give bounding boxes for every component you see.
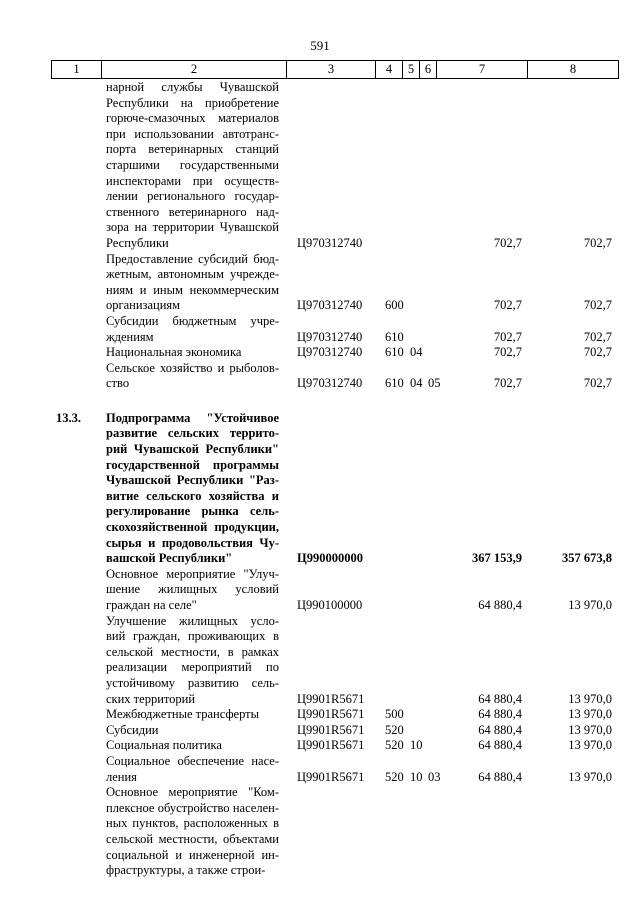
row-name [106, 723, 279, 739]
target-code: Ц9901R5671 [297, 691, 365, 706]
row-name [106, 80, 279, 252]
row-name-line: Предоставление субсидий бюд- [106, 251, 279, 266]
row-name [106, 754, 279, 785]
row-name-line: витие сельского хозяйства и [106, 488, 279, 503]
expense-type: 610 [385, 345, 404, 360]
column-header-3: 3 [287, 61, 376, 79]
row-name-line: ниям и иным некоммерческим [106, 282, 279, 297]
table-row [0, 411, 640, 567]
row-name [106, 567, 279, 614]
expense-type: 610 [385, 329, 404, 344]
row-name-line: граждан на селе" [106, 598, 197, 612]
row-name-line: Чувашской Республики "Раз- [106, 473, 279, 488]
amount-year-2: 13 970,0 [568, 691, 612, 706]
row-name-line: регулирование рынка сель- [106, 504, 279, 519]
amount-year-1: 64 880,4 [478, 707, 522, 722]
section-code: 04 [410, 376, 423, 391]
amount-year-2: 13 970,0 [568, 707, 612, 722]
amount-year-1: 64 880,4 [478, 598, 522, 612]
table-row [0, 614, 640, 708]
row-number: 13.3. [56, 410, 81, 425]
row-name-line: зора на территории Чувашской [106, 220, 279, 235]
row-name-line: вий граждан, проживающих в [106, 629, 279, 644]
column-header-5: 5 [403, 61, 420, 79]
column-header-2: 2 [102, 61, 287, 79]
section-code: 10 [410, 738, 423, 753]
row-name-line: лении регионального государ- [106, 189, 279, 204]
table-row [0, 738, 640, 754]
row-name-line: нарной службы Чувашской [106, 80, 279, 94]
amount-year-1: 64 880,4 [478, 769, 522, 784]
table-row [0, 785, 640, 879]
page-number: 591 [310, 38, 330, 53]
row-name-line: Подпрограмма "Устойчивое [106, 410, 279, 425]
table-row [0, 80, 640, 252]
amount-year-1: 702,7 [493, 376, 522, 391]
target-code: Ц9901R5671 [297, 769, 365, 784]
budget-table-body [0, 80, 640, 879]
table-row [0, 345, 640, 361]
expense-type: 520 [385, 722, 404, 737]
row-name-line: реализации мероприятий по [106, 660, 279, 675]
amount-year-2: 702,7 [583, 376, 612, 391]
row-name-line: сельской местности, объектами [106, 831, 279, 846]
table-row [0, 361, 640, 392]
row-name-line: ских территорий [106, 691, 196, 706]
column-header-8: 8 [528, 61, 619, 79]
row-name-line: жетным, автономным учрежде- [106, 267, 279, 282]
row-name-line: развитие сельских террито- [106, 426, 279, 441]
amount-year-2: 702,7 [583, 298, 612, 313]
target-code: Ц990000000 [297, 551, 363, 566]
row-name-line: социальной и инженерной ин- [106, 847, 279, 862]
target-code: Ц970312740 [297, 298, 363, 313]
amount-year-2: 13 970,0 [568, 722, 612, 737]
row-name-line: Социальная политика [106, 738, 222, 753]
row-name-line: Республики на приобретение [106, 95, 279, 110]
expense-type: 610 [385, 376, 404, 391]
row-name-line: ления [106, 769, 137, 784]
row-name-line: ственного ветеринарного над- [106, 204, 279, 219]
amount-year-1: 64 880,4 [478, 738, 522, 753]
section-code: 10 [410, 769, 423, 784]
column-header-4: 4 [376, 61, 403, 79]
row-name-line: старшими государственными [106, 157, 279, 172]
row-name-line: фраструктуры, а также строи- [106, 863, 266, 878]
row-name-line: Улучшение жилищных усло- [106, 613, 279, 628]
row-name-line: горюче-смазочных материалов [106, 111, 279, 126]
expense-type: 520 [385, 738, 404, 753]
row-name-line: устойчивому развитию сель- [106, 675, 279, 690]
section-code: 04 [410, 345, 423, 360]
table-row [0, 754, 640, 785]
table-row [0, 567, 640, 614]
row-name [106, 614, 279, 708]
row-name [106, 411, 279, 567]
amount-year-2: 702,7 [583, 329, 612, 344]
row-name [106, 707, 279, 723]
row-name-line: Субсидии бюджетным учре- [106, 313, 279, 328]
expense-type: 500 [385, 707, 404, 722]
row-name [106, 785, 279, 879]
target-code: Ц970312740 [297, 235, 363, 250]
row-name-line: Сельское хозяйство и рыболов- [106, 360, 279, 375]
amount-year-1: 702,7 [493, 298, 522, 313]
row-name-line: Республики [106, 235, 169, 250]
row-name-line: вашской Республики" [106, 551, 233, 566]
amount-year-2: 13 970,0 [568, 769, 612, 784]
row-name-line: Основное мероприятие "Ком- [106, 785, 279, 800]
row-name-line: шение жилищных условий [106, 582, 279, 597]
column-header-table [51, 60, 619, 79]
row-name-line: скохозяйственной продукции, [106, 520, 279, 535]
subsection-code: 05 [428, 376, 441, 391]
row-name-line: инспекторами при осуществ- [106, 173, 279, 188]
row-name [106, 738, 279, 754]
amount-year-2: 13 970,0 [568, 738, 612, 753]
amount-year-2: 702,7 [583, 345, 612, 360]
row-name-line: рий Чувашской Республики" [106, 442, 279, 457]
row-name [106, 345, 279, 361]
expense-type: 600 [385, 298, 404, 313]
amount-year-2: 357 673,8 [562, 551, 612, 566]
amount-year-2: 13 970,0 [568, 598, 612, 612]
table-row [0, 723, 640, 739]
row-name-line: Основное мероприятие "Улуч- [106, 566, 279, 581]
column-header-6: 6 [420, 61, 437, 79]
column-header-7: 7 [437, 61, 528, 79]
row-name-line: ных пунктов, расположенных в [106, 816, 279, 831]
table-row [0, 314, 640, 345]
row-name-line: сырья и продовольствия Чу- [106, 535, 279, 550]
target-code: Ц990100000 [297, 598, 363, 612]
target-code: Ц970312740 [297, 345, 363, 360]
row-name-line: Межбюджетные трансферты [106, 707, 260, 722]
row-name-line: Субсидии [106, 722, 159, 737]
column-header-row [52, 61, 619, 79]
amount-year-1: 702,7 [493, 329, 522, 344]
amount-year-1: 64 880,4 [478, 691, 522, 706]
column-header-1: 1 [52, 61, 102, 79]
target-code: Ц970312740 [297, 376, 363, 391]
target-code: Ц9901R5671 [297, 707, 365, 722]
expense-type: 520 [385, 769, 404, 784]
row-name-line: плексное обустройство населен- [106, 800, 279, 815]
amount-year-1: 702,7 [493, 345, 522, 360]
row-name-line: Социальное обеспечение насе- [106, 753, 279, 768]
row-name-line: ждениям [106, 329, 154, 344]
table-row [0, 707, 640, 723]
row-name-line: государственной программы [106, 457, 279, 472]
target-code: Ц9901R5671 [297, 722, 365, 737]
row-name-line: при использовании автотранс- [106, 126, 279, 141]
subsection-code: 03 [428, 769, 441, 784]
row-name-line: порта ветеринарных станций [106, 142, 279, 157]
row-name-line: Национальная экономика [106, 345, 242, 360]
amount-year-1: 64 880,4 [478, 722, 522, 737]
amount-year-1: 702,7 [493, 235, 522, 250]
row-name [106, 314, 279, 345]
row-name [106, 252, 279, 314]
row-name-line: сельской местности, в рамках [106, 644, 279, 659]
row-name-line: организациям [106, 298, 181, 313]
amount-year-2: 702,7 [583, 235, 612, 250]
table-row [0, 252, 640, 314]
amount-year-1: 367 153,9 [472, 551, 522, 566]
row-name-line: ство [106, 376, 130, 391]
target-code: Ц9901R5671 [297, 738, 365, 753]
row-name [106, 361, 279, 392]
target-code: Ц970312740 [297, 329, 363, 344]
